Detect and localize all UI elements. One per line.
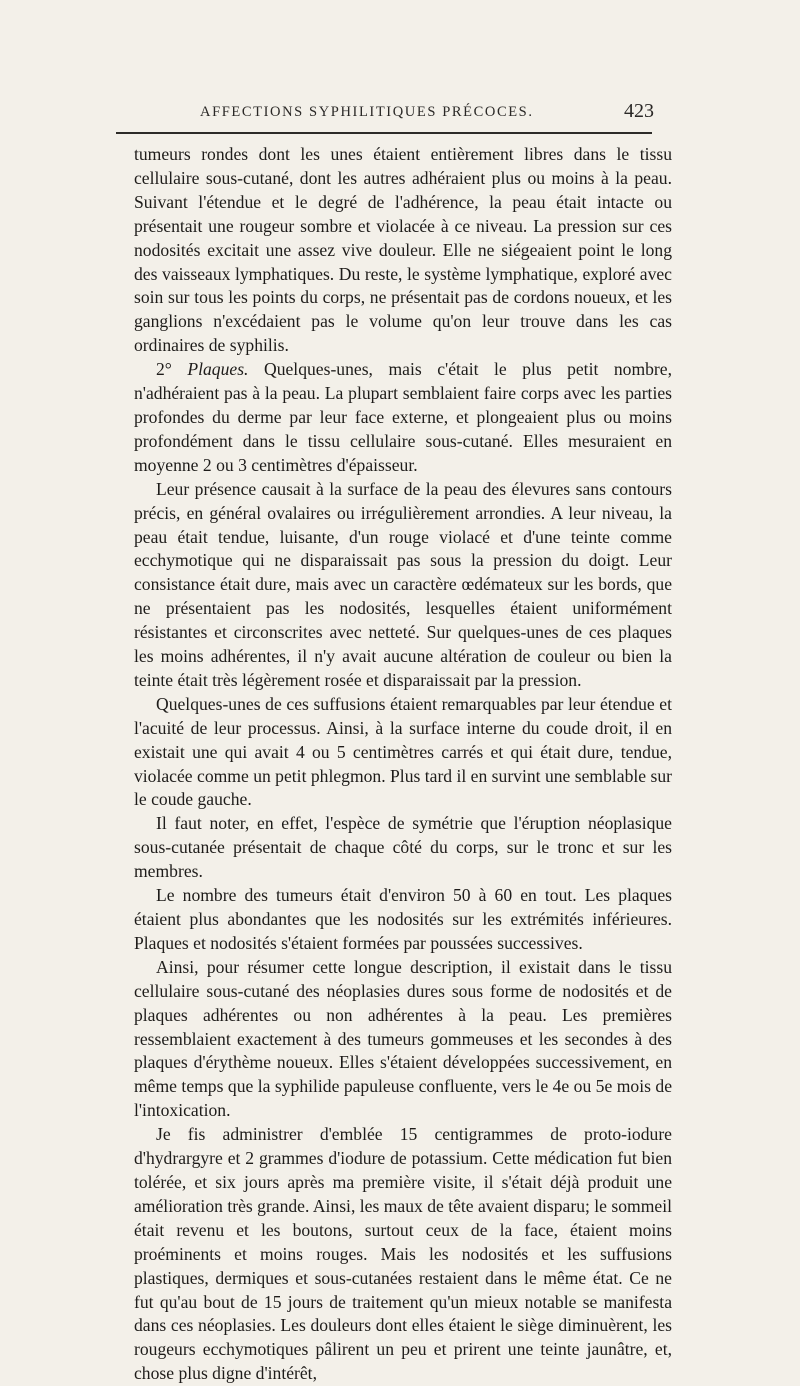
section-heading: Plaques. (187, 359, 249, 380)
paragraph: Leur présence causait à la surface de la peau des élevures sans contours précis, en général ovalaires ou irrégulièrement arrondies. A leur niveau, la peau était tendue, luisante, d'un rouge violacé et d'une teinte comme ecchymotique qui ne disparaissait pas sous la pression du doigt. Leur consistance était dure, mais avec un caractère œdémateux sur les bords, que ne présentaient pas les nodosités, lesquelles étaient uniformément résistantes et circonscrites avec netteté. Sur quelques-unes de ces plaques les moins adhérentes, il n'y avait aucune altération de couleur ou bien la teinte était très légèrement rosée et disparaissait par la pression. (134, 478, 672, 690)
body-text (134, 143, 672, 1386)
section-number: 2° (156, 359, 172, 380)
paragraph-text: Quelques-unes, mais c'était le plus petit nombre, n'adhéraient pas à la peau. La plupart semblaient faire corps avec les parties profondes du derme par leur face externe, et plongeaient plus ou moins profondément dans le tissu cellulaire sous-cutané. Elles mesuraient en moyenne 2 ou 3 centimètres d'épaisseur. (134, 359, 673, 475)
running-title: AFFECTIONS SYPHILITIQUES PRÉCOCES. (200, 104, 534, 120)
paragraph: Je fis administrer d'emblée 15 centigrammes de proto-iodure d'hydrargyre et 2 grammes d'iodure de potassium. Cette médication fut bien tolérée, et six jours après ma première visite, il s'était déjà produit une amélioration très grande. Ainsi, les maux de tête avaient disparu; le sommeil était revenu et les boutons, surtout ceux de la face, étaient moins proéminents et moins rouges. Mais les nodosités et les suffusions plastiques, dermiques et sous-cutanées restaient dans le même état. Ce ne fut qu'au bout de 15 jours de traitement qu'un mieux notable se manifesta dans ces néoplasies. Les douleurs dont elles étaient le siège diminuèrent, les rougeurs ecchymotiques pâlirent un peu et prirent une teinte jaunâtre, et, chose plus digne d'intérêt, (134, 1124, 672, 1384)
paragraph: tumeurs rondes dont les unes étaient entièrement libres dans le tissu cellulaire sous-cutané, dont les autres adhéraient plus ou moins à la peau. Suivant l'étendue et le degré de l'adhérence, la peau était intacte ou présentait une rougeur sombre et violacée à ce niveau. La pression sur ces nodosités excitait une assez vive douleur. Elle ne siégeaient point le long des vaisseaux lymphatiques. Du reste, le système lymphatique, exploré avec soin sur tous les points du corps, ne présentait pas de cordons noueux, et les ganglions n'excédaient pas le volume qu'on leur trouve dans les cas ordinaires de syphilis. (134, 144, 672, 356)
paragraph: Quelques-unes de ces suffusions étaient remarquables par leur étendue et l'acuité de leur processus. Ainsi, à la surface interne du coude droit, il en existait une qui avait 4 ou 5 centimètres carrés et qui était dure, tendue, violacée comme un petit phlegmon. Plus tard il en survint une semblable sur le coude gauche. (134, 693, 672, 810)
header-rule (116, 132, 652, 134)
paragraph: Il faut noter, en effet, l'espèce de symétrie que l'éruption néoplasique sous-cutanée présentait de chaque côté du corps, sur le tronc et sur les membres. (134, 813, 672, 882)
paragraph: Le nombre des tumeurs était d'environ 50 à 60 en tout. Les plaques étaient plus abondantes que les nodosités sur les extrémités inférieures. Plaques et nodosités s'étaient formées par poussées successives. (134, 885, 672, 953)
paragraph: Ainsi, pour résumer cette longue description, il existait dans le tissu cellulaire sous-cutané des néoplasies dures sous forme de nodosités et de plaques adhérentes ou non adhérentes à la peau. Les premières ressemblaient exactement à des tumeurs gommeuses et les secondes à des plaques d'érythème noueux. Elles s'étaient développées successivement, en même temps que la syphilide papuleuse confluente, vers le 4e ou 5e mois de l'intoxication. (134, 956, 672, 1121)
page-number: 423 (624, 100, 654, 122)
paragraph (134, 358, 672, 478)
